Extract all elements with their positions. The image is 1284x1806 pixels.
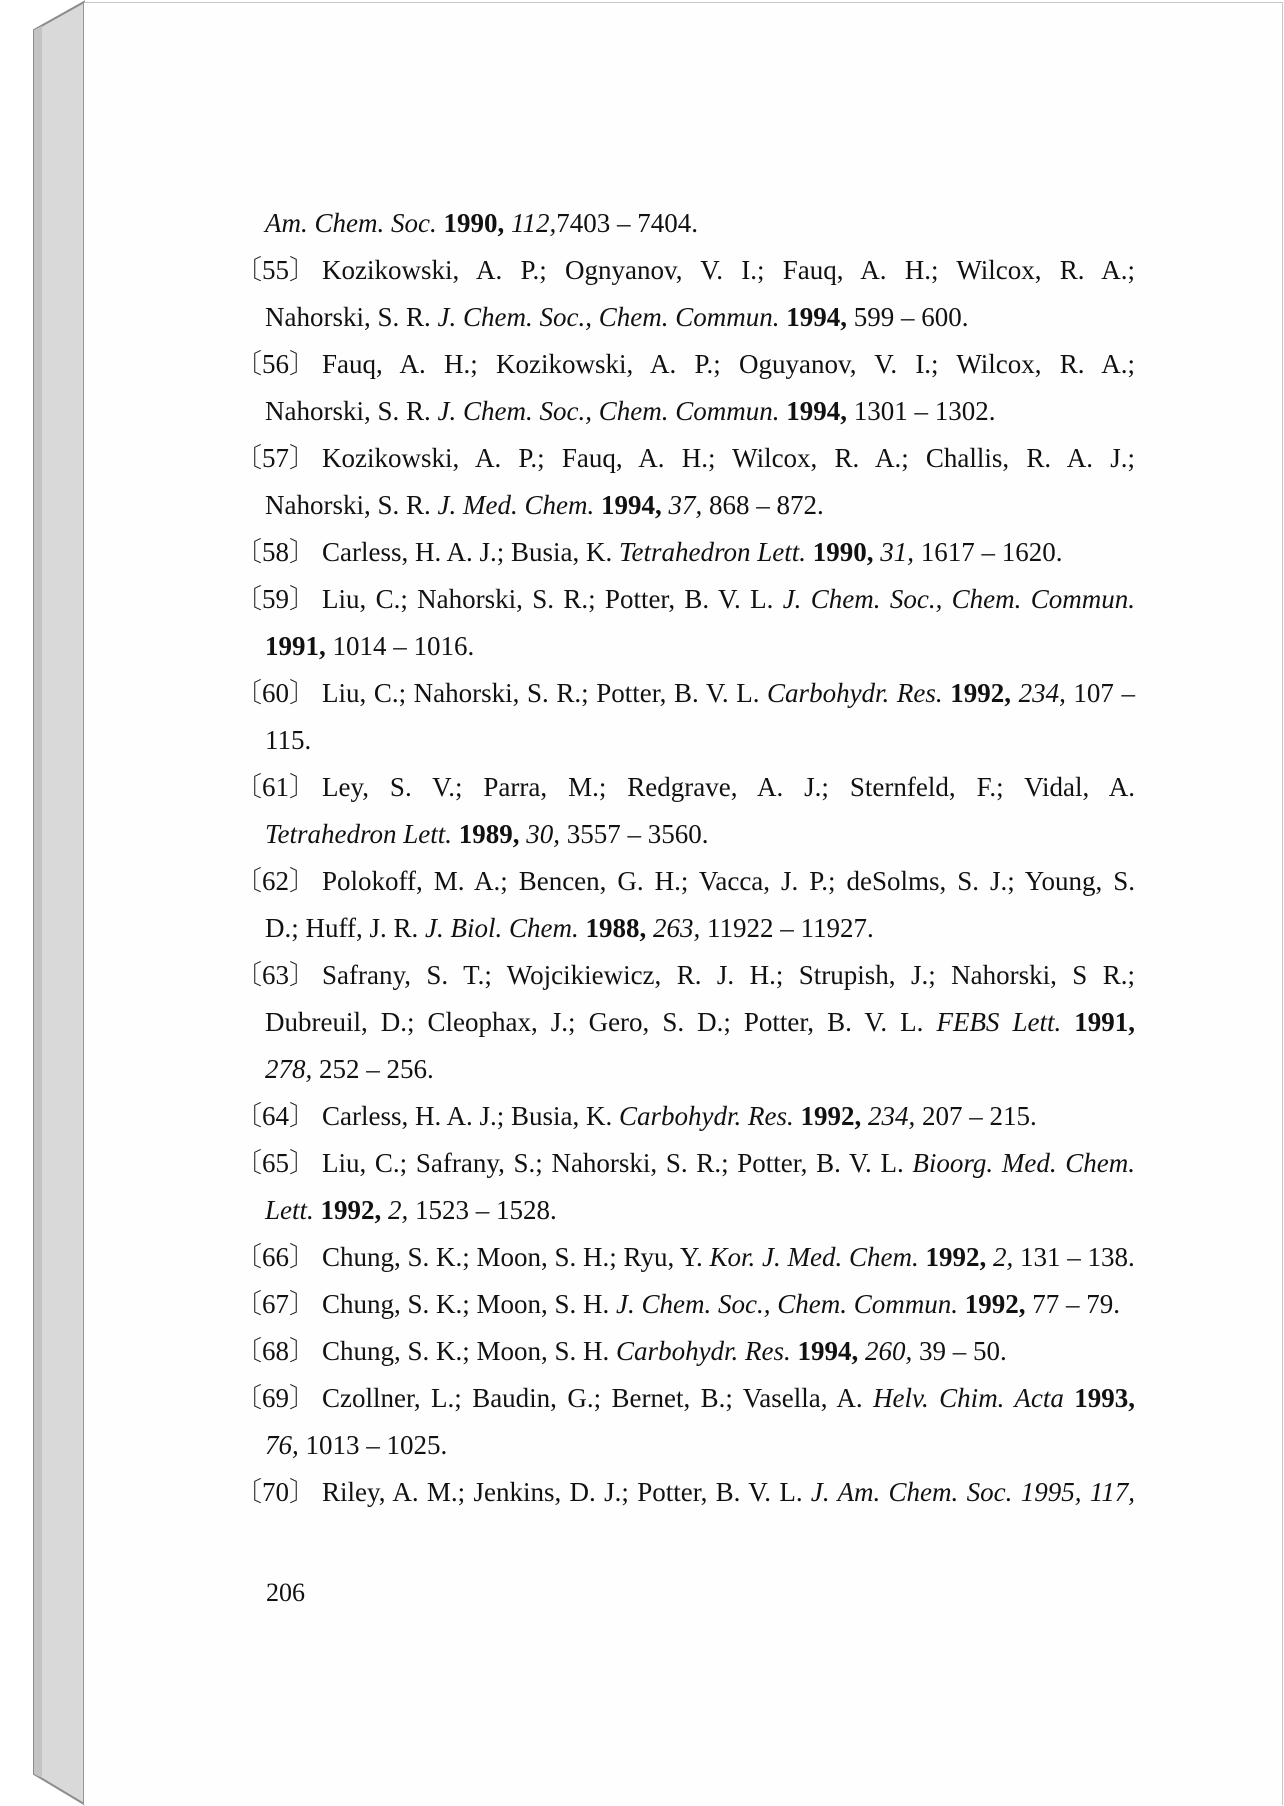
reference-continuation-line (265, 811, 1135, 858)
reference-continuation-line (265, 623, 1135, 670)
text: 207 – 215. (915, 1101, 1037, 1131)
italic-text: J. Am. Chem. Soc. (810, 1477, 1013, 1507)
text (1064, 1383, 1074, 1413)
text: 868 – 872. (702, 490, 824, 520)
text (646, 913, 653, 943)
reference-number: 〔66〕 (235, 1242, 316, 1272)
italic-text: Tetrahedron Lett. (619, 537, 807, 567)
text: 599 – 600. (846, 302, 969, 332)
bold-text: 1992, (964, 1289, 1026, 1319)
text (1081, 1477, 1089, 1507)
text (1012, 1477, 1020, 1507)
text: 252 – 256. (312, 1054, 434, 1084)
text: Chung, S. K.; Moon, S. H. (322, 1336, 617, 1366)
italic-text: J. Chem. Soc., Chem. Commun. (616, 1289, 959, 1319)
text (452, 819, 459, 849)
text: 1617 – 1620. (914, 537, 1063, 567)
bold-text: 1990, (443, 208, 505, 238)
text: Czollner, L.; Baudin, G.; Bernet, B.; Vasella, A. (322, 1383, 874, 1413)
text (794, 1101, 801, 1131)
line-text (265, 913, 874, 943)
bold-text: 1994, (600, 490, 662, 520)
reference-entry-line (235, 576, 1135, 623)
reference-entry-line (235, 764, 1135, 811)
italic-text: J. Chem. Soc., Chem. Commun. (437, 396, 780, 426)
reference-number: 〔55〕 (235, 255, 316, 285)
text (594, 490, 601, 520)
text (806, 537, 813, 567)
text: Nahorski, S. R. (265, 490, 438, 520)
bold-text: 1992, (800, 1101, 862, 1131)
reference-continuation-line (265, 999, 1135, 1046)
italic-text: 234, (1018, 678, 1066, 708)
reference-number: 〔57〕 (235, 443, 316, 473)
reference-entry-line (235, 952, 1135, 999)
page-number: 206 (266, 1578, 305, 1607)
text: Ley, S. V.; Parra, M.; Redgrave, A. J.; Sternfeld, F.; Vidal, A. (322, 772, 1135, 802)
reference-entry-line (235, 435, 1135, 482)
bold-text: 1991, (265, 631, 326, 661)
text: 131 – 138. (1013, 1242, 1135, 1272)
reference-number: 〔58〕 (235, 537, 316, 567)
text (861, 1101, 868, 1131)
reference-number: 〔68〕 (235, 1336, 316, 1366)
line-text (235, 670, 1135, 717)
text (381, 1195, 388, 1225)
bold-text: 1993, (1074, 1383, 1135, 1413)
bold-text: 1994, (786, 302, 847, 332)
line-text (235, 1242, 1135, 1272)
line-text (235, 576, 1135, 623)
italic-text: 112, (510, 208, 557, 238)
text: Safrany, S. T.; Wojcikiewicz, R. J. H.; Strupish, J.; Nahorski, S R.; (322, 960, 1135, 990)
text: Liu, C.; Nahorski, S. R.; Potter, B. V. L. (322, 584, 783, 614)
text: Carless, H. A. J.; Busia, K. (322, 537, 619, 567)
text: 1014 – 1016. (325, 631, 475, 661)
italic-text: J. Chem. Soc., Chem. Commun. (437, 302, 780, 332)
text: 39 – 50. (912, 1336, 1007, 1366)
text: Nahorski, S. R. (265, 396, 438, 426)
italic-text: 1995, (1020, 1477, 1082, 1507)
text (986, 1242, 993, 1272)
text (579, 913, 586, 943)
reference-continuation-line (265, 1422, 1135, 1469)
reference-number: 〔65〕 (235, 1148, 316, 1178)
reference-entry-line (235, 247, 1135, 294)
italic-text: 2, (388, 1195, 409, 1225)
reference-continuation-line (265, 1046, 1135, 1093)
text: 107 – (1065, 678, 1136, 708)
line-text (235, 1375, 1135, 1422)
text (314, 1195, 321, 1225)
reference-entry-line (235, 1281, 1135, 1328)
text: 1523 – 1528. (408, 1195, 557, 1225)
bold-text: 1988, (585, 913, 647, 943)
reference-number: 〔70〕 (235, 1477, 316, 1507)
text: Dubreuil, D.; Cleophax, J.; Gero, S. D.; Potter, B. V. L. (265, 1007, 937, 1037)
bold-text: 1992, (925, 1242, 987, 1272)
line-text (235, 1336, 1007, 1366)
line-text (265, 725, 311, 755)
italic-text: Carbohydr. Res. (616, 1336, 791, 1366)
text: Polokoff, M. A.; Bencen, G. H.; Vacca, J. P.; deSolms, S. J.; Young, S. (322, 866, 1135, 896)
reference-continuation-line (265, 482, 1135, 529)
reference-continuation-line (265, 388, 1135, 435)
italic-text: J. Biol. Chem. (425, 913, 579, 943)
italic-text: 37, (668, 490, 703, 520)
italic-text: 260, (865, 1336, 913, 1366)
reference-entry-line (235, 1375, 1135, 1422)
text: 1013 – 1025. (298, 1430, 448, 1460)
italic-text: Tetrahedron Lett. (265, 819, 453, 849)
line-text (265, 302, 968, 332)
text: Liu, C.; Nahorski, S. R.; Potter, B. V. L. (322, 678, 768, 708)
text (791, 1336, 798, 1366)
line-text (235, 1289, 1120, 1319)
bold-text: 1994, (786, 396, 847, 426)
reference-entry-line (235, 1469, 1135, 1516)
text: 11922 – 11927. (700, 913, 874, 943)
italic-text: Kor. J. Med. Chem. (709, 1242, 919, 1272)
italic-text: 2, (992, 1242, 1014, 1272)
text: 3557 – 3560. (560, 819, 709, 849)
text (504, 208, 511, 238)
reference-continuation-line (265, 294, 1135, 341)
line-text (265, 208, 698, 238)
bold-text: 1991, (1074, 1007, 1135, 1037)
line-text (235, 952, 1135, 999)
italic-text: FEBS Lett. (936, 1007, 1062, 1037)
reference-continuation-line (265, 1187, 1135, 1234)
reference-continuation-line (265, 717, 1135, 764)
line-text (235, 537, 1063, 567)
line-text (265, 490, 824, 520)
text: Nahorski, S. R. (265, 302, 438, 332)
line-text (235, 1140, 1135, 1187)
italic-text: 30, (526, 819, 561, 849)
reference-entry-line (235, 1140, 1135, 1187)
line-text (235, 435, 1135, 482)
italic-text: Carbohydr. Res. (767, 678, 943, 708)
reference-number: 〔56〕 (235, 349, 316, 379)
italic-text: 234, (868, 1101, 916, 1131)
italic-text: Carbohydr. Res. (619, 1101, 794, 1131)
reference-entry-line (235, 341, 1135, 388)
line-text (265, 999, 1135, 1046)
reference-entry-line (235, 858, 1135, 905)
reference-number: 〔64〕 (235, 1101, 316, 1131)
line-text (235, 1469, 1135, 1516)
bold-text: 1994, (797, 1336, 859, 1366)
text: 1301 – 1302. (846, 396, 996, 426)
text (958, 1289, 965, 1319)
italic-text: J. Med. Chem. (437, 490, 595, 520)
line-text (265, 819, 709, 849)
line-text (235, 341, 1135, 388)
reference-list (235, 200, 1136, 1516)
text: Carless, H. A. J.; Busia, K. (322, 1101, 619, 1131)
reference-entry-line (235, 1234, 1135, 1281)
italic-text: 31, (880, 537, 915, 567)
text: D.; Huff, J. R. (265, 913, 426, 943)
line-text (265, 396, 995, 426)
italic-text: Bioorg. Med. Chem. (912, 1148, 1135, 1178)
line-text (235, 858, 1135, 905)
reference-entry-line (235, 1093, 1135, 1140)
line-text (265, 1054, 434, 1084)
text: Fauq, A. H.; Kozikowski, A. P.; Oguyanov, V. I.; Wilcox, R. A.; (322, 349, 1135, 379)
line-text (235, 764, 1135, 811)
italic-text: 117, (1089, 1477, 1136, 1507)
reference-number: 〔60〕 (235, 678, 316, 708)
reference-number: 〔63〕 (235, 960, 316, 990)
reference-number: 〔69〕 (235, 1383, 316, 1413)
line-text (265, 1195, 557, 1225)
line-text (235, 1101, 1037, 1131)
text: Chung, S. K.; Moon, S. H.; Ryu, Y. (322, 1242, 710, 1272)
text: Liu, C.; Safrany, S.; Nahorski, S. R.; Potter, B. V. L. (322, 1148, 913, 1178)
italic-text: Am. Chem. Soc. (265, 208, 437, 238)
reference-entry-line (235, 1328, 1135, 1375)
italic-text: Lett. (265, 1195, 314, 1225)
reference-number: 〔67〕 (235, 1289, 316, 1319)
italic-text: Helv. Chim. Acta (873, 1383, 1064, 1413)
line-text (265, 1430, 447, 1460)
bold-text: 1992, (950, 678, 1011, 708)
italic-text: J. Chem. Soc., Chem. Commun. (782, 584, 1135, 614)
text: 7403 – 7404. (556, 208, 698, 238)
reference-continuation-line (265, 200, 1135, 247)
text (1011, 678, 1019, 708)
reference-entry-line (235, 670, 1135, 717)
reference-continuation-line (265, 905, 1135, 952)
text: 115. (265, 725, 312, 755)
bold-text: 1989, (458, 819, 520, 849)
book-spine (0, 0, 90, 1806)
reference-number: 〔61〕 (235, 772, 316, 802)
bold-text: 1990, (812, 537, 874, 567)
italic-text: 263, (653, 913, 701, 943)
line-text (265, 631, 474, 661)
text (1061, 1007, 1074, 1037)
italic-text: 76, (265, 1430, 299, 1460)
line-text (235, 247, 1135, 294)
text: Kozikowski, A. P.; Ognyanov, V. I.; Fauq, A. H.; Wilcox, R. A.; (322, 255, 1135, 285)
text: Chung, S. K.; Moon, S. H. (322, 1289, 617, 1319)
text: 77 – 79. (1025, 1289, 1121, 1319)
reference-entry-line (235, 529, 1135, 576)
bold-text: 1992, (320, 1195, 382, 1225)
italic-text: 278, (265, 1054, 313, 1084)
text: Riley, A. M.; Jenkins, D. J.; Potter, B. V. L. (322, 1477, 811, 1507)
reference-number: 〔59〕 (235, 584, 316, 614)
text: Kozikowski, A. P.; Fauq, A. H.; Wilcox, R. A.; Challis, R. A. J.; (322, 443, 1135, 473)
reference-number: 〔62〕 (235, 866, 316, 896)
